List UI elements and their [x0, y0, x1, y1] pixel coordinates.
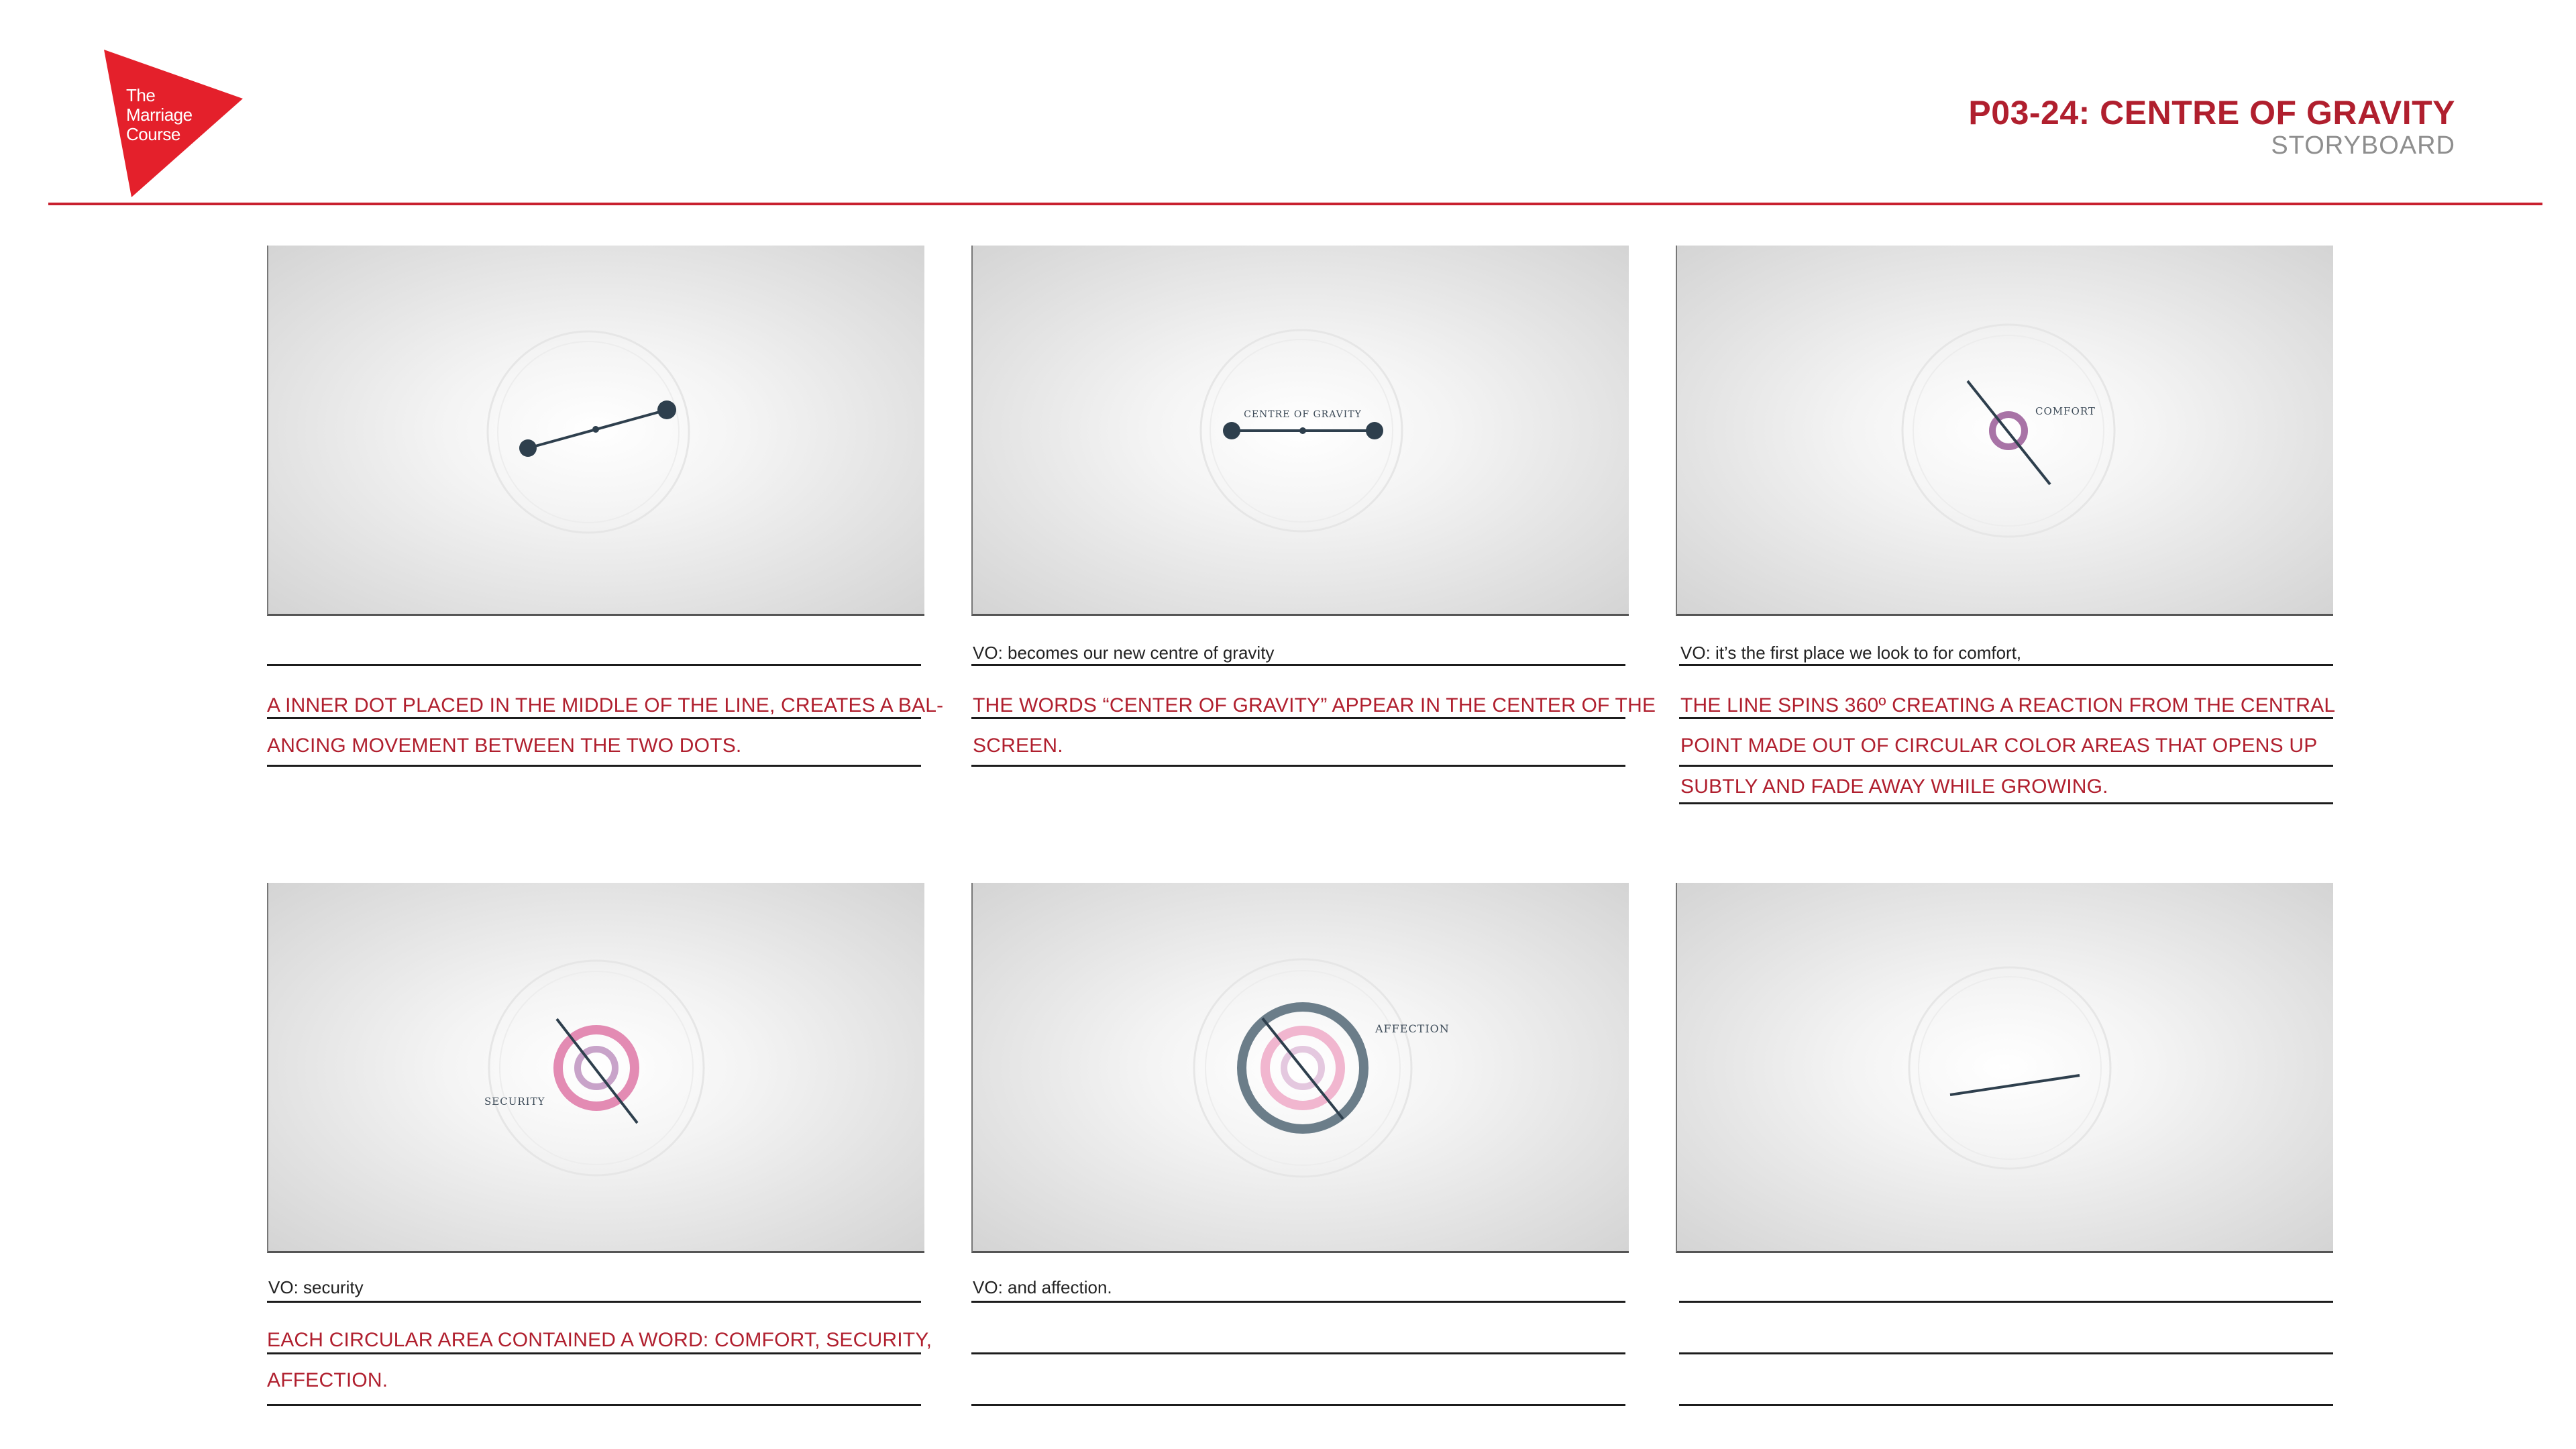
desc-rule-3c [1679, 802, 2333, 804]
panel-4-description-line-2: AFFECTION. [267, 1369, 388, 1391]
desc-rule-3a [1679, 717, 2333, 719]
storyboard-frame-1 [267, 246, 924, 616]
logo-line-3: Course [126, 124, 180, 144]
storyboard-frame-4 [267, 883, 924, 1253]
desc-rule-4a [267, 1352, 921, 1354]
panel-3-voiceover: VO: it’s the first place we look to for comfort, [1680, 643, 2022, 663]
logo-line-1: The [126, 85, 156, 105]
panel-4-voiceover: VO: security [268, 1277, 364, 1297]
document-title-block [1968, 94, 2455, 160]
storyboard-frame-2 [971, 246, 1629, 616]
frame-3-overlay-text: COMFORT [2035, 405, 2096, 417]
vo-rule-6 [1679, 1301, 2333, 1303]
panel-2-description-line-1: THE WORDS “CENTER OF GRAVITY” APPEAR IN THE CENTER OF THE [973, 694, 1656, 716]
panel-2-voiceover: VO: becomes our new centre of gravity [973, 643, 1275, 663]
frame-6-illustration [1677, 883, 2333, 1253]
desc-rule-6b [1679, 1404, 2333, 1406]
frame-4-illustration [268, 883, 924, 1253]
frame-2-overlay-text: CENTRE OF GRAVITY [1244, 409, 1362, 420]
panel-1-description-line-2: ANCING MOVEMENT BETWEEN THE TWO DOTS. [267, 735, 742, 757]
frame-4-overlay-text: SECURITY [484, 1095, 545, 1108]
vo-rule-5 [971, 1301, 1625, 1303]
logo-wordmark [126, 86, 193, 144]
frame-5-illustration [973, 883, 1629, 1253]
panel-2-description-line-2: SCREEN. [973, 735, 1063, 757]
storyboard-frame-6 [1676, 883, 2333, 1253]
header-divider [48, 203, 2542, 205]
frame-3-illustration [1677, 246, 2333, 616]
frame-1-illustration [268, 246, 924, 616]
vo-rule-4 [267, 1301, 921, 1303]
panel-5-voiceover: VO: and affection. [973, 1277, 1112, 1297]
desc-rule-1b [267, 765, 921, 767]
panel-1-description-line-1: A INNER DOT PLACED IN THE MIDDLE OF THE LINE, CREATES A BAL- [267, 694, 944, 716]
frame-5-overlay-text: AFFECTION [1375, 1022, 1450, 1035]
vo-rule-2 [971, 664, 1625, 666]
panel-3-description-line-2: POINT MADE OUT OF CIRCULAR COLOR AREAS THAT OPENS UP [1680, 735, 2318, 757]
vo-rule-3 [1679, 664, 2333, 666]
storyboard-frame-5 [971, 883, 1629, 1253]
desc-rule-2a [971, 717, 1625, 719]
document-subtitle: STORYBOARD [2271, 131, 2455, 160]
storyboard-frame-3 [1676, 246, 2333, 616]
desc-rule-5a [971, 1352, 1625, 1354]
desc-rule-5b [971, 1404, 1625, 1406]
desc-rule-3b [1679, 765, 2333, 767]
panel-4-description-line-1: EACH CIRCULAR AREA CONTAINED A WORD: COMFORT, SECURITY, [267, 1329, 932, 1351]
panel-3-description-line-1: THE LINE SPINS 360º CREATING A REACTION FROM THE CENTRAL [1680, 694, 2336, 716]
panel-3-description-line-3: SUBTLY AND FADE AWAY WHILE GROWING. [1680, 775, 2108, 798]
desc-rule-6a [1679, 1352, 2333, 1354]
desc-rule-4b [267, 1404, 921, 1406]
frame-2-illustration [973, 246, 1629, 616]
document-title: P03-24: CENTRE OF GRAVITY [1968, 94, 2455, 131]
the-marriage-course-logo [101, 47, 255, 201]
desc-rule-2b [971, 765, 1625, 767]
vo-rule-1 [267, 664, 921, 666]
logo-line-2: Marriage [126, 105, 193, 125]
desc-rule-1a [267, 717, 921, 719]
